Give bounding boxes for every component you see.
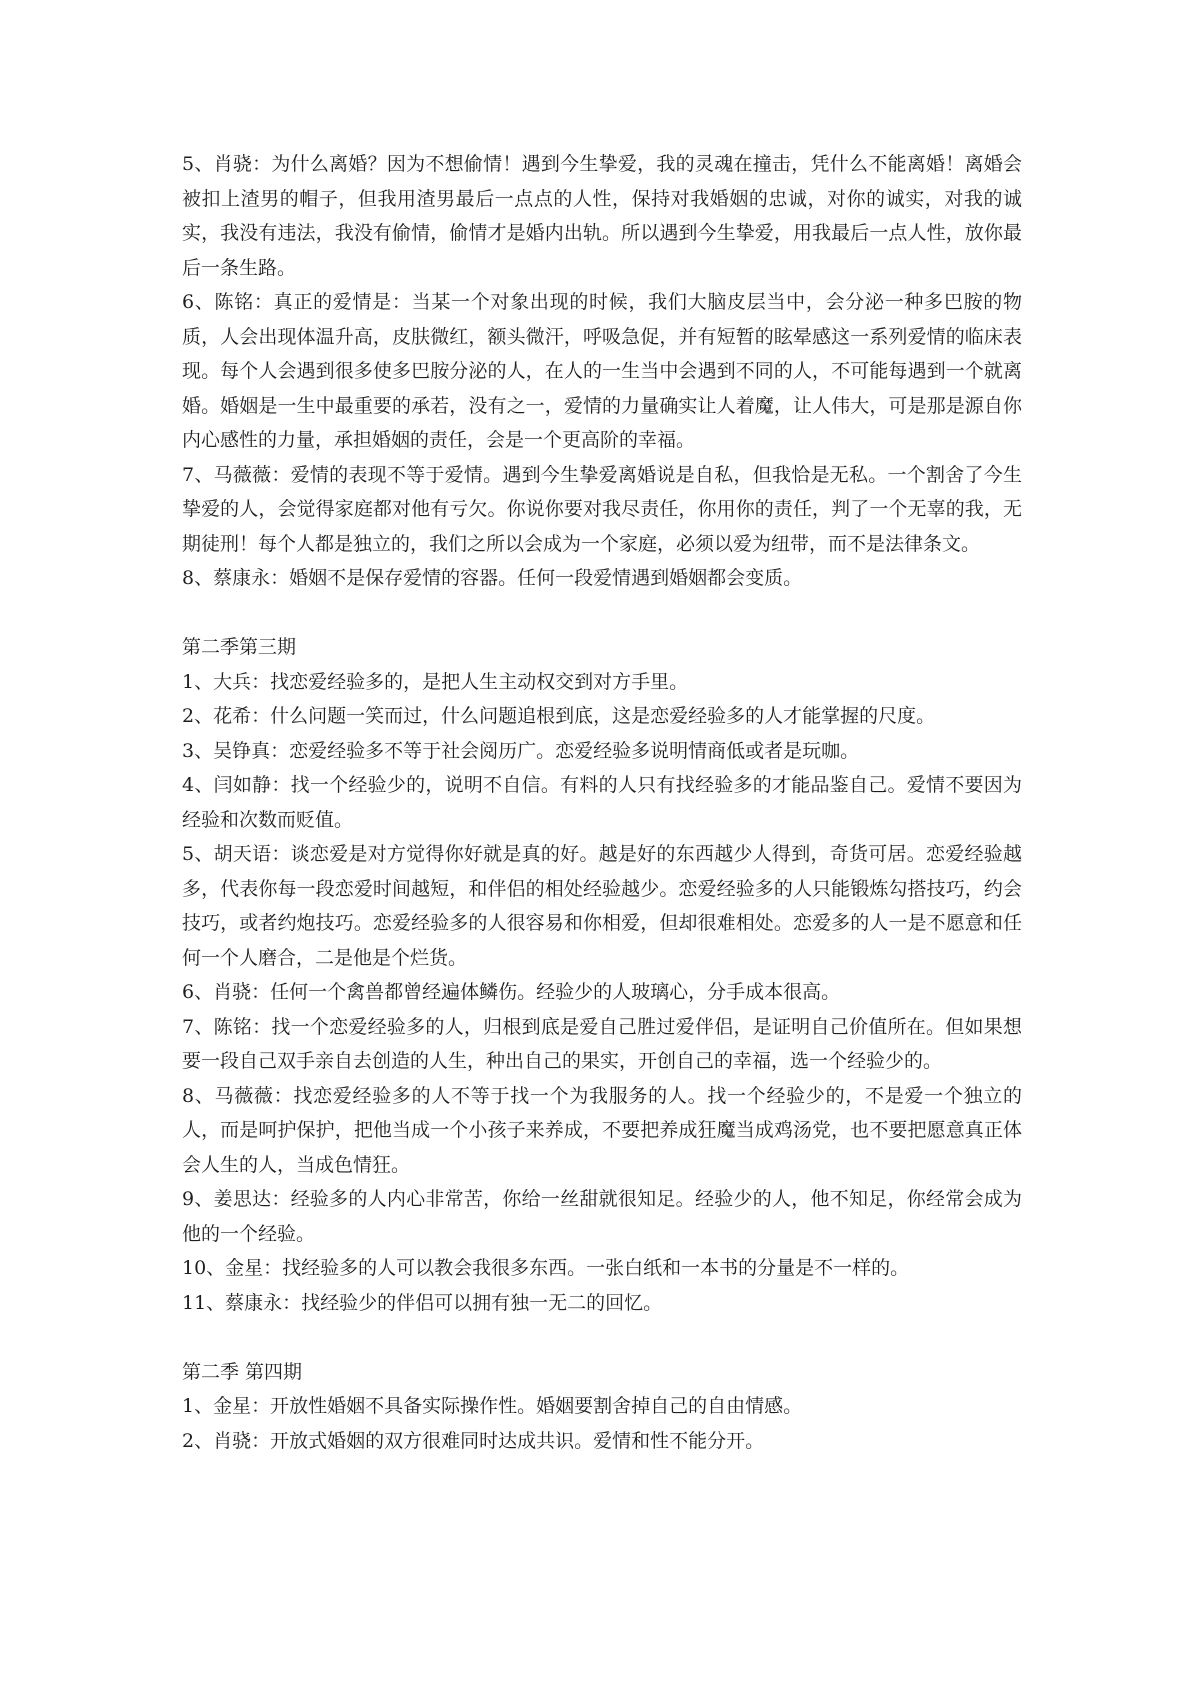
quote-paragraph: 3、吴铮真：恋爱经验多不等于社会阅历广。恋爱经验多说明情商低或者是玩咖。 [182,739,860,762]
quote-paragraph: 1、大兵：找恋爱经验多的，是把人生主动权交到对方手里。 [182,670,689,693]
quote-paragraph: 8、蔡康永：婚姻不是保存爱情的容器。任何一段爱情遇到婚姻都会变质。 [182,567,803,589]
quote-paragraph: 4、闫如静：找一个经验少的，说明不自信。有料的人只有找经验多的才能品鉴自己。爱情不要因为经验和次数而贬值。 [182,774,1022,831]
quote-paragraph: 1、金星：开放性婚姻不具备实际操作性。婚姻要割舍掉自己的自由情感。 [182,1395,803,1417]
section-season2-episode4 [182,1355,1022,1459]
quote-paragraph: 2、花希：什么问题一笑而过，什么问题追根到底，这是恋爱经验多的人才能掌握的尺度。 [182,705,936,727]
quote-paragraph: 6、陈铭：真正的爱情是：当某一个对象出现的时候，我们大脑皮层当中，会分泌一种多巴胺的物质，人会出现体温升高，皮肤微红，额头微汗，呼吸急促，并有短暂的眩晕感这一系列爱情的临床表现。每个人会遇到很多使多巴胺分泌的人，在人的一生当中会遇到不同的人，不可能每遇到一个就离婚。婚姻是一生中最重要的承若，没有之一，爱情的力量确实让人着魔，让人伟大，可是那是源自你内心感性的力量，承担婚姻的责任，会是一个更高阶的幸福。 [182,291,1022,451]
section-season2-episode3 [182,630,1022,1320]
quote-paragraph: 6、肖骁：任何一个禽兽都曾经遍体鳞伤。经验少的人玻璃心，分手成本很高。 [182,981,841,1003]
quote-paragraph: 8、马薇薇：找恋爱经验多的人不等于找一个为我服务的人。找一个经验少的，不是爱一个独立的人，而是呵护保护，把他当成一个小孩子来养成，不要把养成狂魔当成鸡汤党，也不要把愿意真正体会人生的人，当成色情狂。 [182,1084,1022,1176]
document-body [182,147,1022,1458]
section-spacer [182,596,1022,631]
quote-paragraph: 10、金星：找经验多的人可以教会我很多东西。一张白纸和一本书的分量是不一样的。 [182,1257,910,1279]
quote-paragraph: 5、胡天语：谈恋爱是对方觉得你好就是真的好。越是好的东西越少人得到，奇货可居。恋爱经验越多，代表你每一段恋爱时间越短，和伴侣的相处经验越少。恋爱经验多的人只能锻炼勾搭技巧，约会技巧，或者约炮技巧。恋爱经验多的人很容易和你相爱，但却很难相处。恋爱多的人一是不愿意和任何一个人磨合，二是他是个烂货。 [182,843,1022,969]
section-spacer [182,1320,1022,1355]
quote-paragraph: 5、肖骁：为什么离婚？因为不想偷情！遇到今生挚爱，我的灵魂在撞击，凭什么不能离婚！离婚会被扣上渣男的帽子，但我用渣男最后一点点的人性，保持对我婚姻的忠诚，对你的诚实，对我的诚实，我没有违法，我没有偷情，偷情才是婚内出轨。所以遇到今生挚爱，用我最后一点人性，放你最后一条生路。 [182,153,1022,279]
section-heading: 第二季 第四期 [182,1360,303,1383]
quote-paragraph: 7、马薇薇：爱情的表现不等于爱情。遇到今生挚爱离婚说是自私，但我恰是无私。一个割舍了今生挚爱的人，会觉得家庭都对他有亏欠。你说你要对我尽责任，你用你的责任，判了一个无辜的我，无期徒刑！每个人都是独立的，我们之所以会成为一个家庭，必须以爱为纽带，而不是法律条文。 [182,463,1022,555]
quote-paragraph: 2、肖骁：开放式婚姻的双方很难同时达成共识。爱情和性不能分开。 [182,1429,765,1452]
quote-paragraph: 11、蔡康永：找经验少的伴侣可以拥有独一无二的回忆。 [182,1291,663,1314]
quote-paragraph: 9、姜思达：经验多的人内心非常苦，你给一丝甜就很知足。经验少的人，他不知足，你经常会成为他的一个经验。 [182,1188,1022,1245]
section-part1 [182,147,1022,596]
quote-paragraph: 7、陈铭：找一个恋爱经验多的人，归根到底是爱自己胜过爱伴侣，是证明自己价值所在。但如果想要一段自己双手亲自去创造的人生，种出自己的果实，开创自己的幸福，选一个经验少的。 [182,1015,1022,1072]
section-heading: 第二季第三期 [182,636,297,658]
